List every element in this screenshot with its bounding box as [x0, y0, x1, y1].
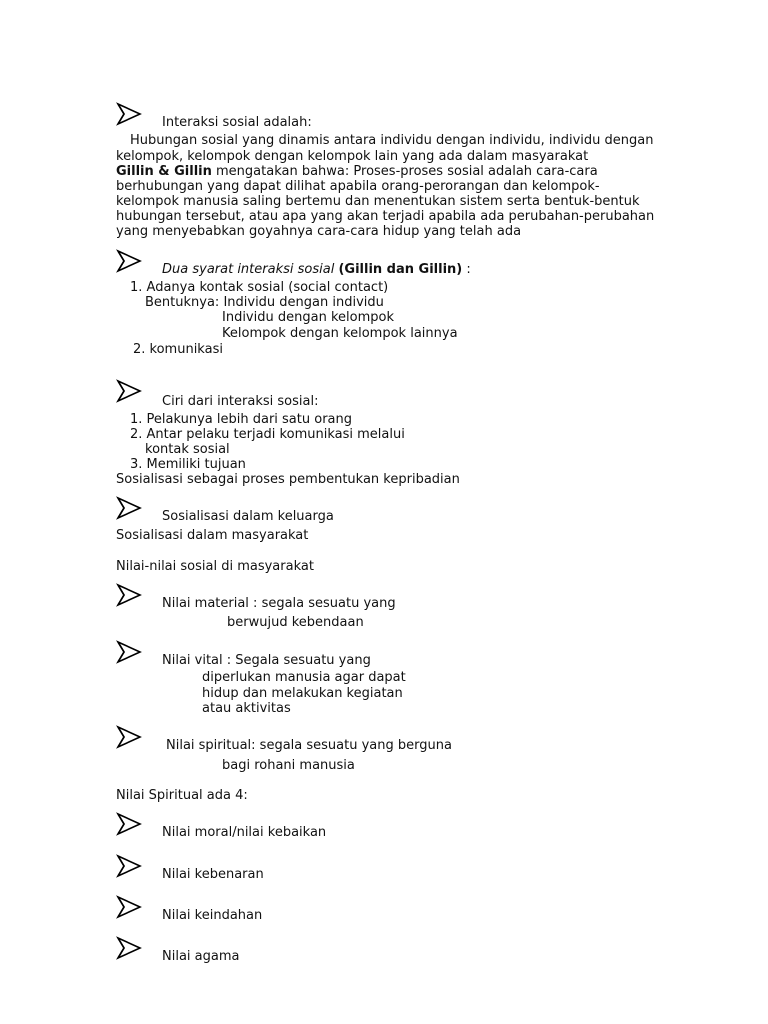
bentuk-value: Individu dengan individu [223, 295, 384, 310]
arrow-bullet-icon [116, 583, 142, 609]
arrow-bullet-icon [116, 936, 142, 962]
arrow-bullet-icon [116, 496, 142, 522]
paragraph-line: yang menyebabkan goyahnya cara-cara hidup yang telah ada [116, 224, 522, 239]
bullet-text: Nilai agama [162, 949, 240, 964]
paragraph-line: Nilai-nilai sosial di masyarakat [116, 559, 314, 574]
arrow-bullet-icon [116, 102, 142, 128]
paragraph-line: hubungan tersebut, atau apa yang akan terjadi apabila ada perubahan-perubahan [116, 209, 655, 224]
section-heading-interaksi: Interaksi sosial adalah: [162, 115, 312, 130]
list-item-cont: kontak sosial [145, 442, 230, 457]
arrow-bullet-icon [116, 725, 142, 751]
bullet-text: Nilai spiritual: segala sesuatu yang berguna [166, 738, 452, 753]
arrow-bullet-icon [116, 895, 142, 921]
bullet-text-cont: atau aktivitas [202, 701, 291, 716]
heading-colon: : [462, 262, 471, 277]
bentuk-line [145, 295, 384, 310]
paragraph-line: berhubungan yang dapat dilihat apabila orang-perorangan dan kelompok- [116, 179, 600, 194]
arrow-bullet-icon [116, 379, 142, 405]
bullet-text: Nilai vital : Segala sesuatu yang [162, 653, 371, 668]
arrow-bullet-icon [116, 640, 142, 666]
definition-line: kelompok, kelompok dengan kelompok lain yang ada dalam masyarakat [116, 149, 589, 164]
bullet-text: Nilai kebenaran [162, 867, 264, 882]
arrow-bullet-icon [116, 812, 142, 838]
paragraph-line: Nilai Spiritual ada 4: [116, 788, 248, 803]
bullet-text: Nilai moral/nilai kebaikan [162, 825, 327, 840]
section-heading-syarat [162, 262, 471, 277]
bullet-text-cont: berwujud kebendaan [227, 615, 364, 630]
section-heading-ciri: Ciri dari interaksi sosial: [162, 394, 319, 409]
bentuk-value: Individu dengan kelompok [222, 310, 394, 325]
heading-italic: Dua syarat interaksi sosial [162, 262, 335, 277]
paragraph-line: Sosialisasi sebagai proses pembentukan kepribadian [116, 472, 460, 487]
bentuk-value: Kelompok dengan kelompok lainnya [222, 326, 458, 341]
list-item: 3. Memiliki tujuan [130, 457, 246, 472]
definition-line: Hubungan sosial yang dinamis antara individu dengan individu, individu dengan [130, 133, 654, 148]
paragraph-line: kelompok manusia saling bertemu dan menentukan sistem serta bentuk-bentuk [116, 194, 640, 209]
bullet-text-cont: bagi rohani manusia [222, 758, 355, 773]
arrow-bullet-icon [116, 249, 142, 275]
bullet-text-cont: diperlukan manusia agar dapat [202, 670, 406, 685]
gillin-line [116, 164, 598, 179]
list-item: 2. Antar pelaku terjadi komunikasi melalui [130, 427, 405, 442]
bullet-text: Nilai keindahan [162, 908, 263, 923]
paragraph-line: Sosialisasi dalam masyarakat [116, 528, 309, 543]
gillin-text: mengatakan bahwa: Proses-proses sosial adalah cara-cara [211, 164, 598, 179]
heading-bold: (Gillin dan Gillin) [338, 262, 463, 277]
list-item: 2. komunikasi [133, 342, 223, 357]
bullet-text: Sosialisasi dalam keluarga [162, 509, 334, 524]
list-item: 1. Adanya kontak sosial (social contact) [130, 280, 389, 295]
arrow-bullet-icon [116, 854, 142, 880]
bentuk-label: Bentuknya: [145, 295, 224, 310]
list-item: 1. Pelakunya lebih dari satu orang [130, 412, 353, 427]
bullet-text-cont: hidup dan melakukan kegiatan [202, 686, 403, 701]
gillin-name: Gillin & Gillin [116, 164, 212, 179]
bullet-text: Nilai material : segala sesuatu yang [162, 596, 396, 611]
